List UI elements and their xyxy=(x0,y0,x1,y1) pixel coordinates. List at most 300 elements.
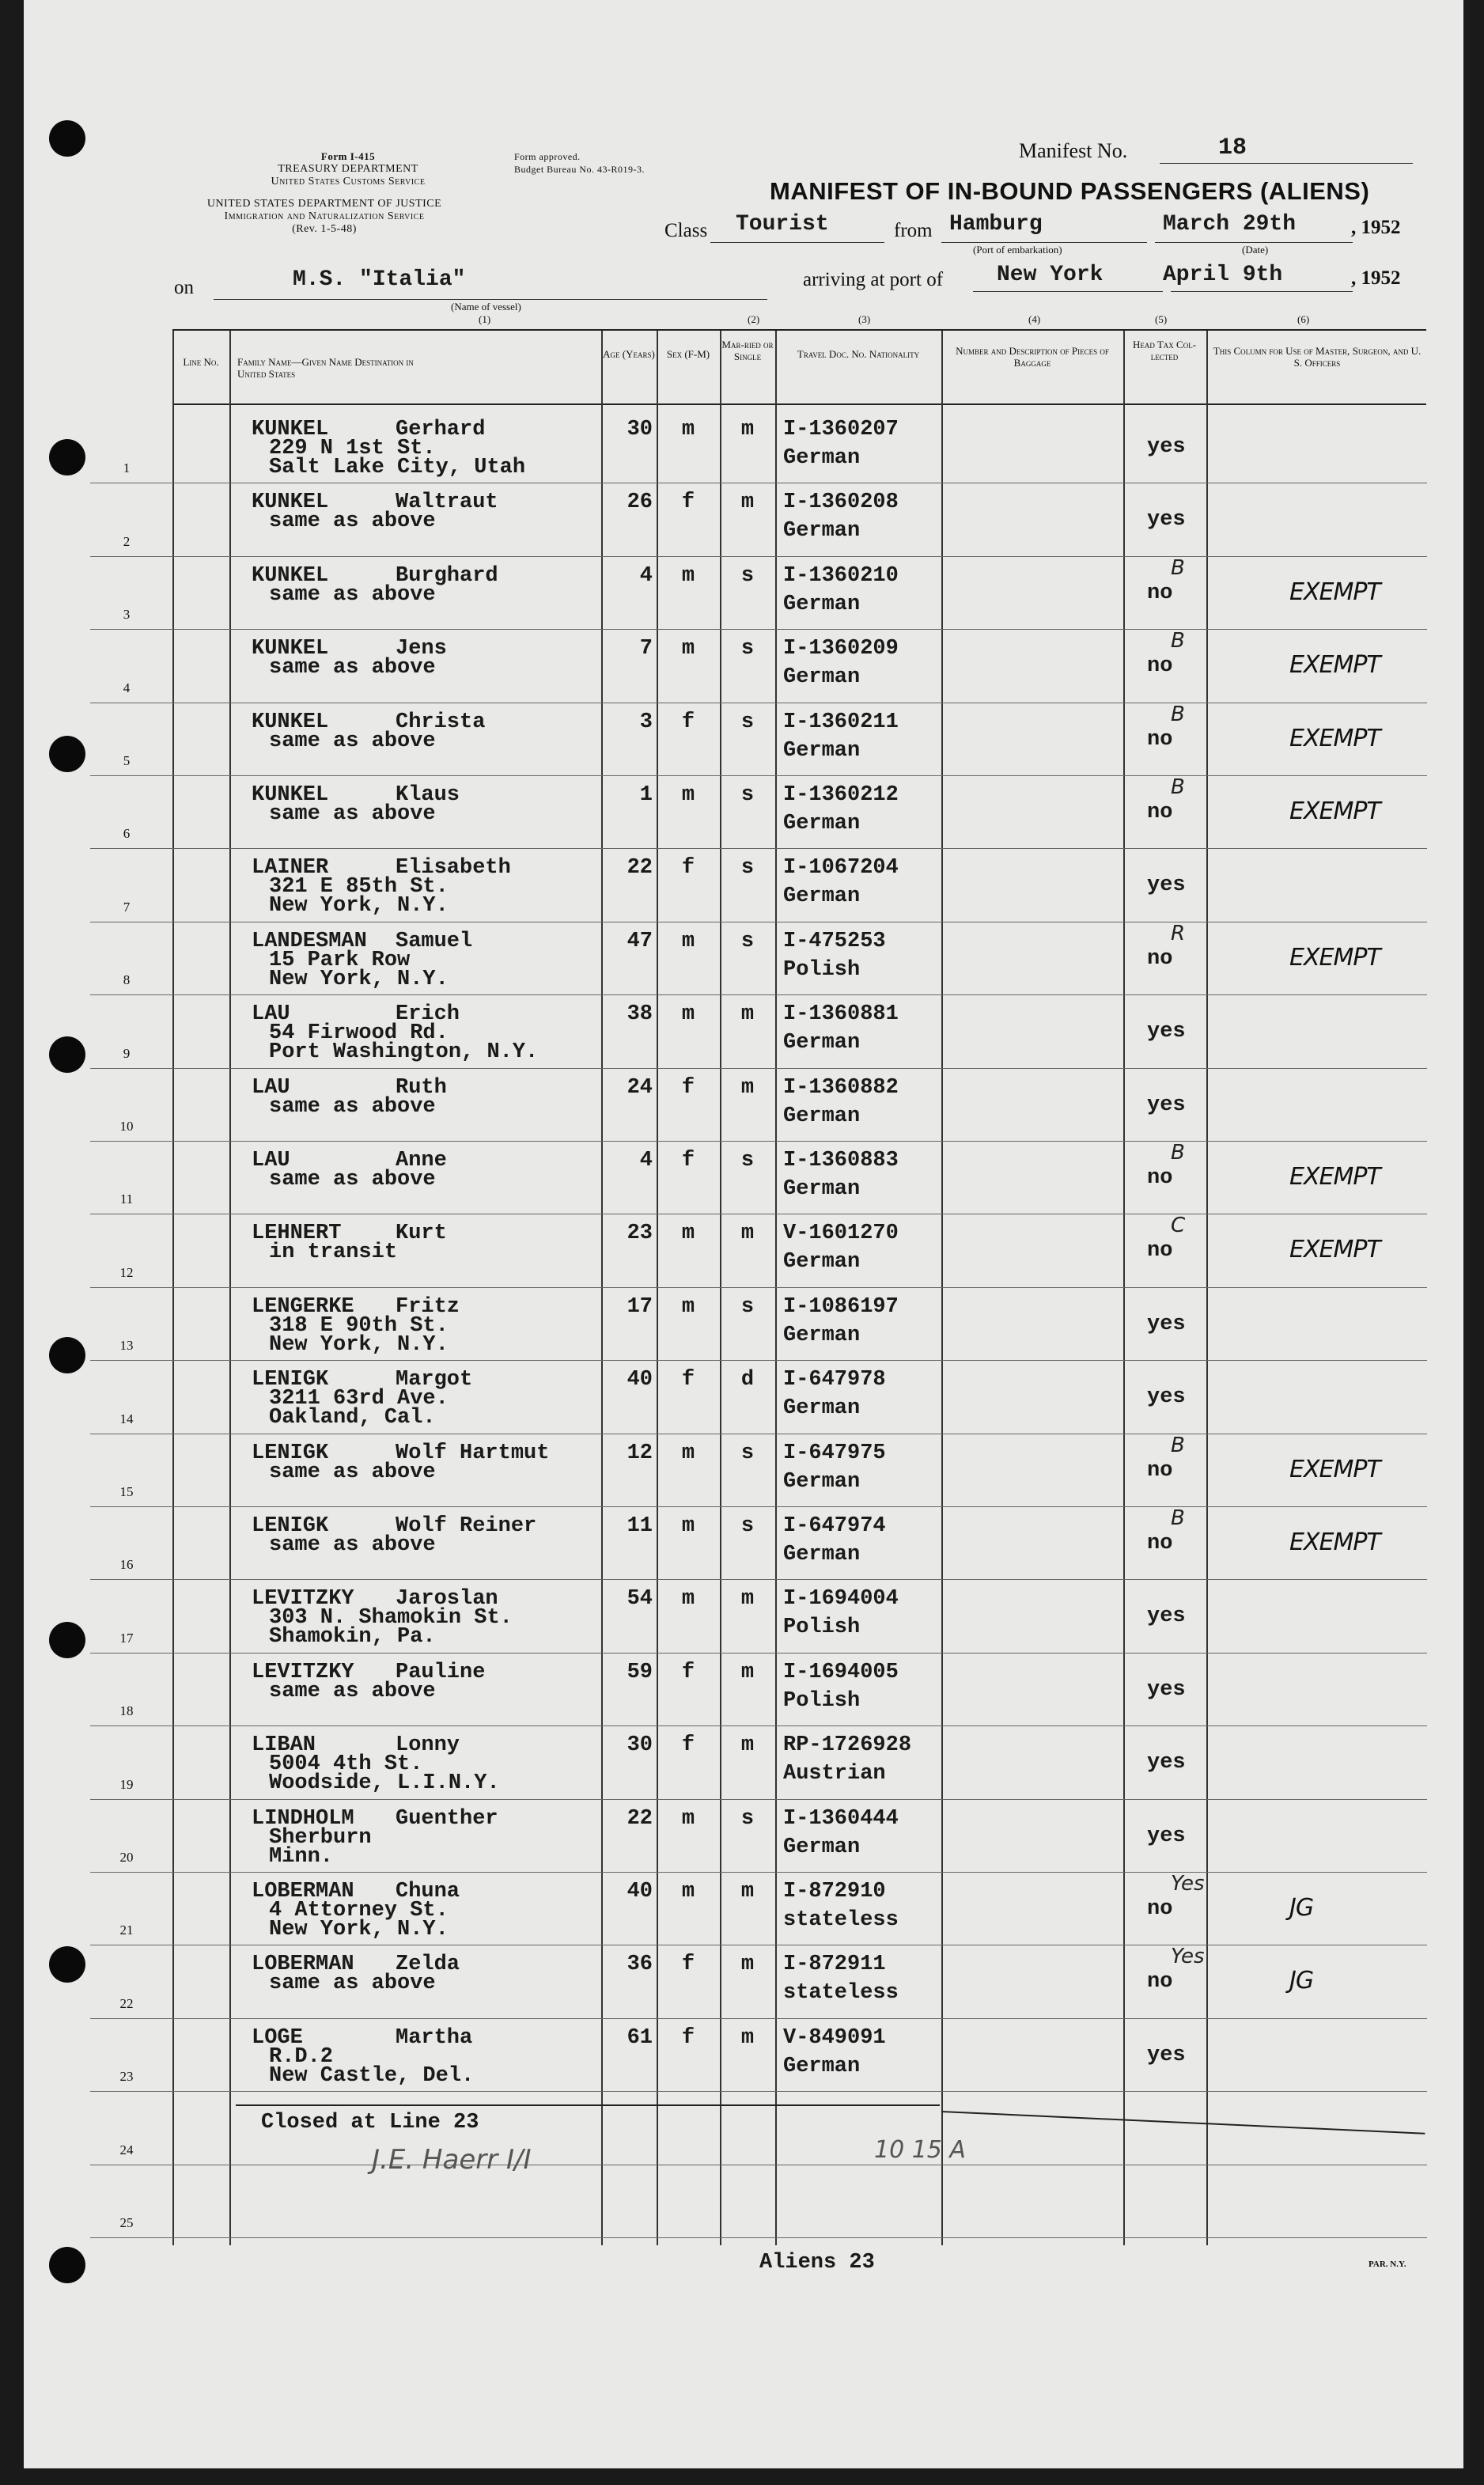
family-name: LOGE xyxy=(252,2025,303,2050)
age: 38 xyxy=(627,1002,653,1027)
head-tax: no xyxy=(1147,1239,1173,1263)
family-name: KUNKEL xyxy=(252,783,329,807)
tax-annotation: B xyxy=(1171,775,1185,799)
tax-annotation: B xyxy=(1171,702,1185,726)
signature-note: 10 15 A xyxy=(874,2136,966,2164)
nationality: Polish xyxy=(783,1688,861,1713)
rev-label: (Rev. 1-5-48) xyxy=(292,223,357,235)
nationality: German xyxy=(783,1250,861,1275)
line-number: 10 xyxy=(119,1118,134,1134)
travel-doc-no: I-475253 xyxy=(783,929,886,953)
class-line xyxy=(710,242,884,243)
destination-line-1: same as above xyxy=(269,656,436,680)
destination-line-2: Minn. xyxy=(269,1844,334,1869)
sex: f xyxy=(681,1368,695,1392)
destination-line-2: Oakland, Cal. xyxy=(269,1406,436,1430)
given-name: Lonny xyxy=(396,1733,460,1758)
line-number: 6 xyxy=(123,826,131,842)
table-row xyxy=(24,777,1463,850)
class-label: Class xyxy=(664,220,708,241)
table-row xyxy=(24,631,1463,703)
sex: m xyxy=(681,783,695,807)
row-divider xyxy=(90,848,1427,849)
travel-doc-no: I-1360209 xyxy=(783,637,899,661)
row-divider xyxy=(90,1287,1427,1288)
manifest-page xyxy=(24,0,1463,2468)
line-number: 1 xyxy=(123,460,131,476)
arriving-label: arriving at port of xyxy=(803,269,944,290)
row-divider xyxy=(90,556,1427,557)
travel-doc-no: I-1360208 xyxy=(783,491,899,515)
table-row xyxy=(24,1946,1463,2019)
manifest-no-label: Manifest No. xyxy=(1019,139,1128,162)
customs-label: United States Customs Service xyxy=(271,176,426,188)
marital-status: s xyxy=(740,929,755,953)
given-name: Jens xyxy=(396,637,447,661)
table-row xyxy=(24,1654,1463,1727)
arrival-port-line xyxy=(973,291,1163,292)
destination-line-1: 54 Firwood Rd. xyxy=(269,1021,449,1046)
sex: m xyxy=(681,1002,695,1027)
marital-status: m xyxy=(740,1075,755,1100)
marital-status: m xyxy=(740,2025,755,2050)
date-line xyxy=(1155,242,1353,243)
tax-annotation: R xyxy=(1171,921,1186,945)
vessel-note: (Name of vessel) xyxy=(451,301,521,313)
family-name: LOBERMAN xyxy=(252,1953,354,1977)
nationality: German xyxy=(783,885,861,909)
binder-hole xyxy=(49,120,85,157)
manifest-no-value: 18 xyxy=(1218,134,1247,161)
nationality: German xyxy=(783,665,861,690)
officer-note: EXEMPT xyxy=(1289,797,1380,825)
nationality: German xyxy=(783,1396,861,1421)
destination-line-1: 15 Park Row xyxy=(269,948,411,972)
nationality: German xyxy=(783,738,861,763)
age: 1 xyxy=(639,783,653,807)
table-row xyxy=(24,411,1463,484)
destination-line-2: Shamokin, Pa. xyxy=(269,1625,436,1650)
sex: m xyxy=(681,1514,695,1538)
destination-line-1: same as above xyxy=(269,802,436,826)
head-tax: no xyxy=(1147,801,1173,824)
destination-line-2: New York, N.Y. xyxy=(269,967,449,991)
marital-status: s xyxy=(740,1514,755,1538)
destination-line-2: New York, N.Y. xyxy=(269,1332,449,1357)
col-num-2: (2) xyxy=(748,313,760,325)
age: 3 xyxy=(639,710,653,734)
officer-note: EXEMPT xyxy=(1289,1163,1380,1191)
age: 23 xyxy=(627,1222,653,1246)
table-row xyxy=(24,1581,1463,1654)
header-travel-doc: Travel Doc. No. Nationality xyxy=(797,348,920,360)
given-name: Martha xyxy=(396,2025,473,2050)
travel-doc-no: I-1067204 xyxy=(783,856,899,881)
sex: f xyxy=(681,2025,695,2050)
family-name: KUNKEL xyxy=(252,637,329,661)
travel-doc-no: I-647978 xyxy=(783,1368,886,1392)
vessel-line xyxy=(214,299,767,300)
age: 61 xyxy=(627,2025,653,2050)
age: 47 xyxy=(627,929,653,953)
line-number: 2 xyxy=(123,533,131,549)
row-divider xyxy=(90,1360,1427,1361)
row-divider xyxy=(90,1799,1427,1800)
row-divider xyxy=(90,2018,1427,2019)
nationality: Polish xyxy=(783,957,861,982)
family-name: LANDESMAN xyxy=(252,929,367,953)
age: 22 xyxy=(627,1806,653,1831)
travel-doc-no: I-872911 xyxy=(783,1953,886,1977)
destination-line-1: same as above xyxy=(269,1094,436,1119)
sex: m xyxy=(681,1806,695,1831)
arrival-date-line xyxy=(1171,291,1353,292)
col-num-6: (6) xyxy=(1297,313,1310,325)
age: 40 xyxy=(627,1880,653,1904)
row-divider xyxy=(90,629,1427,630)
head-tax: yes xyxy=(1147,435,1186,459)
table-row xyxy=(24,1801,1463,1873)
line-number: 19 xyxy=(119,1776,134,1792)
destination-line-1: same as above xyxy=(269,1168,436,1191)
marital-status: m xyxy=(740,491,755,515)
nationality: German xyxy=(783,1469,861,1494)
printer-mark: PAR. N.Y. xyxy=(1369,2260,1406,2269)
table-header-border xyxy=(172,403,1426,405)
table-row xyxy=(24,1070,1463,1142)
line-number: 8 xyxy=(123,972,131,988)
row-divider xyxy=(90,2091,1427,2092)
marital-status: s xyxy=(740,783,755,807)
table-row xyxy=(24,996,1463,1069)
destination-line-1: 5004 4th St. xyxy=(269,1752,423,1777)
table-row xyxy=(24,704,1463,777)
head-tax: yes xyxy=(1147,2043,1186,2067)
table-row xyxy=(24,1727,1463,1800)
nationality: German xyxy=(783,519,861,544)
line-number: 12 xyxy=(119,1264,134,1280)
officer-note: JG xyxy=(1289,1967,1314,1995)
nationality: Polish xyxy=(783,1616,861,1640)
form-number: Form I-415 xyxy=(320,150,376,162)
family-name: LAU xyxy=(252,1149,290,1172)
officer-note: EXEMPT xyxy=(1289,724,1380,752)
destination-line-2: New Castle, Del. xyxy=(269,2063,475,2088)
col-num-3: (3) xyxy=(858,313,871,325)
head-tax: yes xyxy=(1147,873,1186,898)
destination-line-1: 303 N. Shamokin St. xyxy=(269,1606,513,1631)
line-number: 25 xyxy=(119,2214,134,2230)
given-name: Ruth xyxy=(396,1075,447,1100)
given-name: Samuel xyxy=(396,929,473,953)
marital-status: s xyxy=(740,1149,755,1172)
header-line-no: Line No. xyxy=(183,356,219,368)
destination-line-1: 321 E 85th St. xyxy=(269,875,449,900)
nationality: German xyxy=(783,2054,861,2078)
head-tax: no xyxy=(1147,1458,1173,1483)
row-divider xyxy=(90,1579,1427,1580)
table-row xyxy=(24,1362,1463,1434)
head-tax: yes xyxy=(1147,1824,1186,1848)
officer-signature: J.E. Haerr I/I xyxy=(372,2144,532,2176)
sex: m xyxy=(681,637,695,661)
ins-label: Immigration and Naturalization Service xyxy=(224,210,425,222)
travel-doc-no: RP-1726928 xyxy=(783,1733,912,1758)
line-number: 21 xyxy=(119,1922,134,1938)
head-tax: yes xyxy=(1147,508,1186,532)
nationality: German xyxy=(783,592,861,616)
age: 7 xyxy=(639,637,653,661)
sex: m xyxy=(681,929,695,953)
nationality: Austrian xyxy=(783,1762,886,1786)
travel-doc-no: I-1360207 xyxy=(783,418,899,441)
family-name: LENIGK xyxy=(252,1441,329,1465)
marital-status: m xyxy=(740,418,755,441)
travel-doc-no: V-849091 xyxy=(783,2025,886,2050)
tax-annotation: B xyxy=(1171,1506,1185,1530)
travel-doc-no: I-1694004 xyxy=(783,1587,899,1612)
tax-annotation: Yes xyxy=(1171,1945,1205,1969)
head-tax: yes xyxy=(1147,1312,1186,1336)
binder-hole xyxy=(49,2247,85,2283)
treasury-label: TREASURY DEPARTMENT xyxy=(278,163,418,175)
nationality: German xyxy=(783,812,861,835)
line-number: 4 xyxy=(123,680,131,695)
marital-status: m xyxy=(740,1880,755,1904)
age: 12 xyxy=(627,1441,653,1465)
class-value: Tourist xyxy=(736,212,829,237)
nationality: German xyxy=(783,446,861,470)
given-name: Chuna xyxy=(396,1880,460,1904)
nationality: stateless xyxy=(783,1981,899,2006)
header-sex: Sex (F-M) xyxy=(666,348,710,360)
family-name: KUNKEL xyxy=(252,418,329,441)
year-arrival: , 1952 xyxy=(1351,267,1401,289)
marital-status: m xyxy=(740,1002,755,1027)
sex: f xyxy=(681,1733,695,1758)
travel-doc-no: I-1360444 xyxy=(783,1806,899,1831)
destination-line-2: New York, N.Y. xyxy=(269,1918,449,1941)
head-tax: no xyxy=(1147,1166,1173,1190)
destination-line-1: 318 E 90th St. xyxy=(269,1313,449,1338)
officer-note: EXEMPT xyxy=(1289,1236,1380,1264)
travel-doc-no: I-1360881 xyxy=(783,1002,899,1027)
marital-status: s xyxy=(740,710,755,734)
destination-line-1: R.D.2 xyxy=(269,2044,334,2069)
marital-status: s xyxy=(740,637,755,661)
table-row xyxy=(24,555,1463,631)
destination-line-1: same as above xyxy=(269,1972,436,1996)
from-label: from xyxy=(894,220,933,241)
destination-line-1: in transit xyxy=(269,1241,398,1265)
justice-block xyxy=(158,198,490,236)
head-tax: no xyxy=(1147,727,1173,752)
age: 59 xyxy=(627,1660,653,1684)
manifest-no-line xyxy=(1160,163,1413,164)
destination-line-1: same as above xyxy=(269,1533,436,1557)
header-officers: This Column for Use of Master, Surgeon, and U. S. Officers xyxy=(1213,345,1422,369)
line-number: 13 xyxy=(119,1338,134,1354)
travel-doc-no: I-647975 xyxy=(783,1441,886,1465)
officer-note: EXEMPT xyxy=(1289,1455,1380,1483)
line-number: 9 xyxy=(123,1045,131,1061)
line-number: 20 xyxy=(119,1849,134,1865)
nationality: German xyxy=(783,1835,861,1859)
destination-line-1: same as above xyxy=(269,1679,436,1703)
family-name: LEVITZKY xyxy=(252,1660,354,1684)
given-name: Jaroslan xyxy=(396,1587,498,1612)
sex: m xyxy=(681,1294,695,1319)
destination-line-1: 229 N 1st St. xyxy=(269,437,436,460)
table-row xyxy=(24,2020,1463,2093)
table-row xyxy=(24,1215,1463,1288)
table-row xyxy=(24,1873,1463,1946)
tax-annotation: B xyxy=(1171,1433,1185,1457)
line-number: 3 xyxy=(123,607,131,623)
family-name: KUNKEL xyxy=(252,710,329,734)
age: 22 xyxy=(627,856,653,881)
age: 36 xyxy=(627,1953,653,1977)
sex: f xyxy=(681,491,695,515)
marital-status: m xyxy=(740,1222,755,1246)
given-name: Wolf Hartmut xyxy=(396,1441,550,1465)
head-tax: no xyxy=(1147,1970,1173,1994)
family-name: LIBAN xyxy=(252,1733,316,1758)
marital-status: s xyxy=(740,1294,755,1319)
age: 30 xyxy=(627,418,653,441)
family-name: LENIGK xyxy=(252,1368,329,1392)
tax-annotation: Yes xyxy=(1171,1872,1205,1896)
row-divider xyxy=(90,994,1427,995)
line-number: 7 xyxy=(123,899,131,915)
sex: f xyxy=(681,1149,695,1172)
sex: m xyxy=(681,1441,695,1465)
given-name: Fritz xyxy=(396,1294,460,1319)
from-value: Hamburg xyxy=(949,212,1043,237)
given-name: Pauline xyxy=(396,1660,486,1684)
destination-line-1: 3211 63rd Ave. xyxy=(269,1387,449,1411)
destination-line-1: same as above xyxy=(269,582,436,607)
travel-doc-no: I-1360883 xyxy=(783,1149,899,1172)
age: 17 xyxy=(627,1294,653,1319)
given-name: Waltraut xyxy=(396,491,498,515)
given-name: Guenther xyxy=(396,1806,498,1831)
age: 4 xyxy=(639,1149,653,1172)
sex: m xyxy=(681,418,695,441)
officer-note: EXEMPT xyxy=(1289,943,1380,972)
line-number: 24 xyxy=(119,2142,134,2157)
port-embarkation-note: (Port of embarkation) xyxy=(973,244,1062,256)
marital-status: s xyxy=(740,1441,755,1465)
arrival-port: New York xyxy=(997,263,1104,287)
table-row xyxy=(24,2093,1463,2165)
destination-line-2: Woodside, L.I.N.Y. xyxy=(269,1771,500,1796)
officer-note: JG xyxy=(1289,1894,1314,1922)
head-tax: yes xyxy=(1147,1385,1186,1410)
vessel-name: M.S. "Italia" xyxy=(293,267,466,292)
form-header-block xyxy=(214,150,483,188)
age: 30 xyxy=(627,1733,653,1758)
row-divider xyxy=(90,1725,1427,1726)
table-top-border xyxy=(172,329,1426,331)
marital-status: s xyxy=(740,563,755,588)
travel-doc-no: V-1601270 xyxy=(783,1222,899,1246)
form-approved: Form approved. xyxy=(514,151,581,162)
row-divider xyxy=(90,1141,1427,1142)
nationality: German xyxy=(783,1177,861,1201)
table-row xyxy=(24,1435,1463,1508)
line-number: 15 xyxy=(119,1483,134,1499)
header-married: Mar-ried or Single xyxy=(721,339,774,362)
head-tax: no xyxy=(1147,1532,1173,1555)
given-name: Burghard xyxy=(396,563,498,588)
line-number: 11 xyxy=(119,1191,134,1207)
given-name: Elisabeth xyxy=(396,856,511,881)
marital-status: m xyxy=(740,1953,755,1977)
tax-annotation: B xyxy=(1171,1141,1185,1165)
destination-line-1: same as above xyxy=(269,510,436,534)
head-tax: yes xyxy=(1147,1677,1186,1702)
budget-bureau: Budget Bureau No. 43-R019-3. xyxy=(514,164,645,175)
aliens-total: Aliens 23 xyxy=(759,2251,875,2275)
table-row xyxy=(24,923,1463,996)
family-name: LENGERKE xyxy=(252,1294,354,1319)
head-tax: no xyxy=(1147,946,1173,971)
travel-doc-no: I-1360210 xyxy=(783,563,899,588)
tax-annotation: B xyxy=(1171,629,1185,653)
sex: f xyxy=(681,856,695,881)
head-tax: yes xyxy=(1147,1093,1186,1117)
given-name: Kurt xyxy=(396,1222,447,1246)
table-row xyxy=(24,850,1463,922)
nationality: German xyxy=(783,1323,861,1347)
row-divider xyxy=(90,1068,1427,1069)
family-name: LAU xyxy=(252,1002,290,1027)
year-embark: , 1952 xyxy=(1351,217,1401,238)
tax-annotation: B xyxy=(1171,555,1185,580)
destination-line-2: Salt Lake City, Utah xyxy=(269,456,526,479)
col-num-5: (5) xyxy=(1155,313,1168,325)
family-name: LAU xyxy=(252,1075,290,1100)
travel-doc-no: I-1086197 xyxy=(783,1294,899,1319)
officer-note: EXEMPT xyxy=(1289,578,1380,606)
nationality: stateless xyxy=(783,1908,899,1932)
sex: f xyxy=(681,710,695,734)
given-name: Christa xyxy=(396,710,486,734)
officer-note: EXEMPT xyxy=(1289,651,1380,680)
line-number: 14 xyxy=(119,1411,134,1426)
header-age: Age (Years) xyxy=(603,348,655,360)
travel-doc-no: I-1360212 xyxy=(783,783,899,807)
travel-doc-no: I-1360211 xyxy=(783,710,899,734)
tax-annotation: C xyxy=(1171,1214,1186,1238)
sex: m xyxy=(681,563,695,588)
sex: m xyxy=(681,1222,695,1246)
row-divider xyxy=(90,2237,1427,2238)
destination-line-1: 4 Attorney St. xyxy=(269,1899,449,1922)
travel-doc-no: I-1694005 xyxy=(783,1660,899,1684)
travel-doc-no: I-872910 xyxy=(783,1880,886,1904)
head-tax: no xyxy=(1147,654,1173,679)
family-name: LENIGK xyxy=(252,1514,329,1538)
header-head-tax: Head Tax Col-lected xyxy=(1132,339,1197,362)
row-divider xyxy=(90,1653,1427,1654)
arrival-date: April 9th xyxy=(1163,263,1283,287)
table-row xyxy=(24,1142,1463,1215)
line-number: 5 xyxy=(123,752,131,768)
sex: f xyxy=(681,1660,695,1684)
table-row xyxy=(24,484,1463,557)
